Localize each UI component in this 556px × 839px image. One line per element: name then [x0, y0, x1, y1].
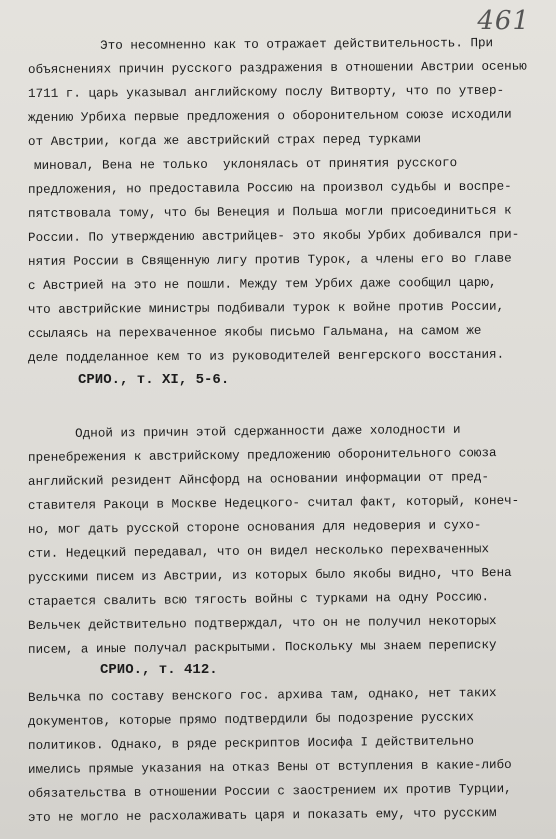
text-line: Это несомненно как то отражает действительность. При: [84, 36, 494, 53]
text-line: миновал, Вена не только уклонялась от принятия русского: [33, 156, 458, 173]
text-line: Одной из причин этой сдержанности даже холодности и: [59, 422, 461, 441]
text-line: деле подделанное кем то из руководителей венгерского восстания.: [27, 347, 505, 365]
footnote-reference: СРИО., т. XI, 5-6.: [78, 372, 230, 388]
text-line: предложения, но предоставила Россию на произвол судьбы и воспре-: [27, 179, 512, 197]
text-line: объяснениях причин русского раздражения в отношении Австрии осенью: [27, 59, 527, 77]
footnote-reference: СРИО., т. 412.: [100, 662, 218, 678]
text-line: ждению Урбиха первые предложения о оборонительном союзе исходили: [27, 107, 512, 125]
text-line: писем, а иные получал раскрытыми. Поскольку мы знаем переписку: [27, 638, 497, 657]
text-line: ссылаясь на перехваченное якобы письмо Гальмана, на самом же: [27, 323, 482, 341]
text-line: русскими писем из Австрии, из которых было якобы видно, что Вена: [27, 565, 512, 585]
text-line: сти. Недецкий передавал, что он видел несколько перехваченных: [27, 542, 490, 561]
text-line: с Австрией на это не пошли. Между тем Урбих даже сообщил царю,: [27, 275, 497, 293]
text-line: политиков. Однако, в ряде рескриптов Иосифа I действительно: [27, 734, 474, 753]
text-line: пятствовала тому, что бы Венеция и Польша могли присоединиться к: [27, 203, 512, 221]
text-line: что австрийские министры подбивали турок к войне против России,: [27, 299, 505, 317]
text-line: России. По утверждению австрийцев- это якобы Урбих добивался при-: [27, 227, 520, 245]
text-line: ставителя Ракоци в Москве Недецкого- считал факт, который, конеч-: [27, 493, 520, 513]
text-line: Вельчка по составу венского гос. архива там, однако, нет таких: [27, 686, 497, 705]
text-line: старается свалить всю тягость войны с турками на одну Россию.: [27, 590, 490, 609]
text-line: от Австрии, когда же австрийский страх перед турками: [27, 132, 422, 149]
text-line: английский резидент Айнсфорд на основании информации от пред-: [27, 470, 490, 489]
page-number: 461: [477, 6, 530, 36]
text-line: нятия России в Священную лигу против Турок, а члены его во главе: [27, 251, 512, 269]
text-line: пренебрежения к австрийскому предложению оборонительного союза: [27, 446, 497, 465]
text-line: 1711 г. царь указывал английскому послу Витворту, что по утвер-: [27, 83, 505, 101]
text-line: документов, которые прямо подтвердили бы подозрение русских: [27, 710, 474, 729]
text-line: Вельчек действительно подтверждал, что он не получил некоторых: [27, 614, 497, 633]
text-line: имелись прямые указания на отказ Вены от вступления в какие-либо: [27, 757, 512, 777]
text-line: но, мог дать русской стороне основания для недоверия и сухо-: [27, 518, 482, 537]
text-line: обязательства в отношении России с заострением их против Турции,: [27, 781, 512, 801]
text-line: это не могло не расхолаживать царя и показать ему, что русским: [27, 806, 497, 825]
